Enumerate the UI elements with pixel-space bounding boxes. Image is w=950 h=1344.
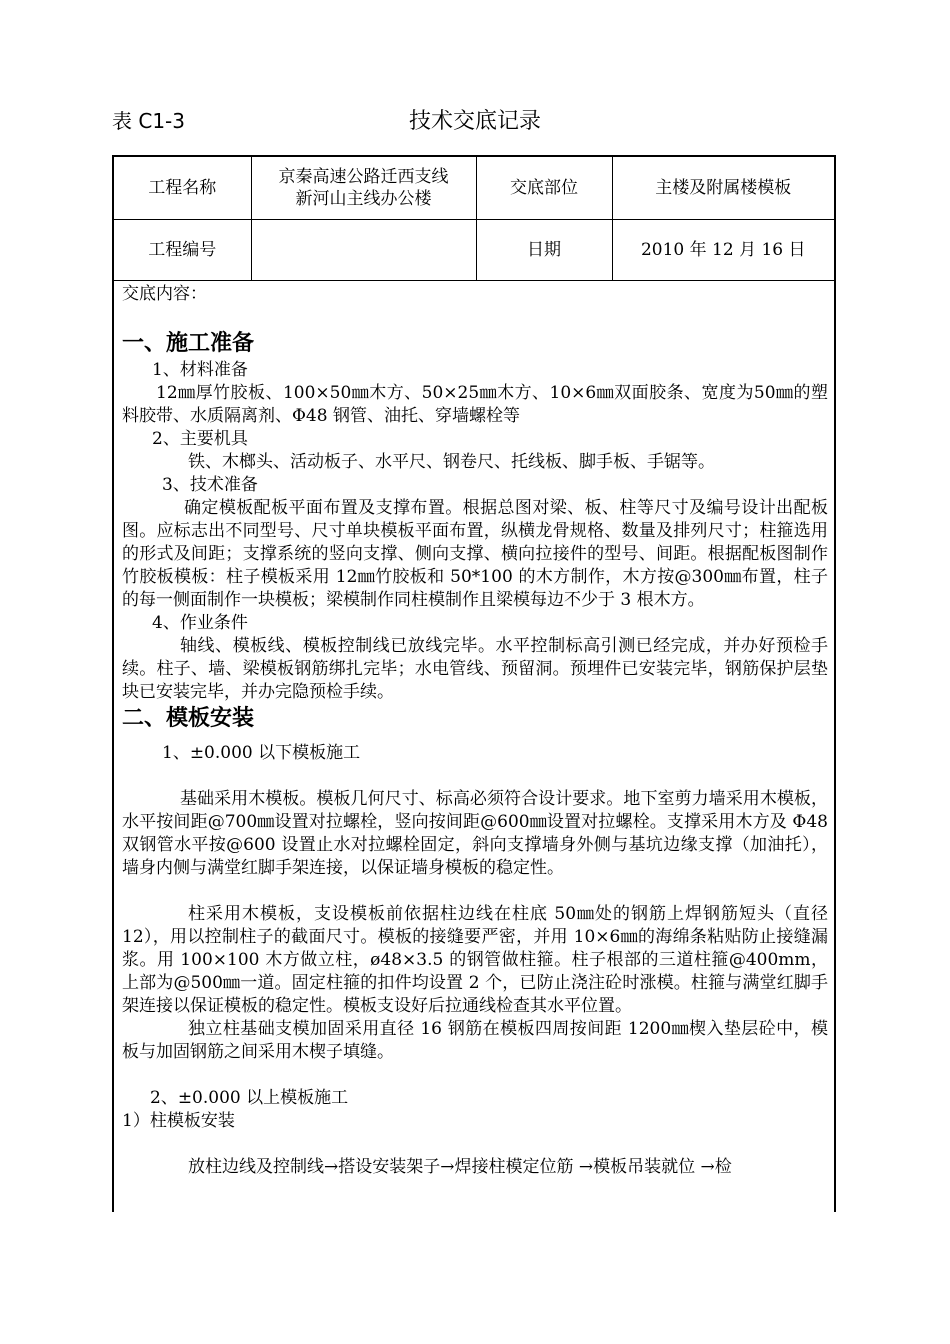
location-value: 主楼及附属楼模板 [612, 157, 834, 219]
project-name-line2: 新河山主线办公楼 [295, 188, 432, 209]
s2-1-para-2: 柱采用木模板，支设模板前依据柱边线在柱底 50㎜处的钢筋上焊钢筋短头（直径 12），用以控制柱子的截面尺寸。模板的接缝要严密，并用 10×6㎜的海绵条粘贴防止接缝漏浆。用 100×100 木方做立柱，ø48×3.5 的钢管做柱箍。柱子根部的三道柱箍@400mm，上部为@500㎜一道。固定柱箍的扣件均设置 2 个，已防止浇注砼时涨模。柱箍与满堂红脚手架连接以保证模板的稳定性。模板支设好后拉通线检查其水平位置。 [122, 904, 828, 1016]
s2-1-title: 1、±0.000 以下模板施工 [162, 743, 361, 763]
content-body [122, 283, 828, 1179]
document-title: 技术交底记录 [408, 109, 541, 134]
date-value: 2010 年 12 月 16 日 [612, 219, 834, 280]
s1-1-text: 12㎜厚竹胶板、100×50㎜木方、50×25㎜木方、10×6㎜双面胶条、宽度为50㎜的塑料胶带、水质隔离剂、Φ48 钢管、油托、穿墙螺栓等 [122, 383, 828, 426]
date-label: 日期 [476, 219, 612, 280]
s2-1-para-3: 独立柱基础支模加固采用直径 16 钢筋在模板四周按间距 1200㎜楔入垫层砼中，模板与加固钢筋之间采用木楔子填缝。 [122, 1019, 828, 1062]
s1-4-title: 4、作业条件 [152, 613, 248, 633]
form-code: 表 C1-3 [112, 109, 185, 133]
s2-2-subtitle: 1）柱模板安装 [122, 1111, 235, 1131]
info-table [114, 157, 834, 281]
project-no-value [251, 219, 476, 280]
s1-1-title: 1、材料准备 [152, 360, 248, 380]
s1-3-title: 3、技术准备 [162, 475, 258, 495]
s1-2-text: 铁、木榔头、活动板子、水平尺、钢卷尺、托线板、脚手板、手锯等。 [188, 452, 715, 472]
s2-2-title: 2、±0.000 以上模板施工 [150, 1088, 349, 1108]
s2-2-flow: 放柱边线及控制线→搭设安装架子→焊接柱模定位筋 →模板吊装就位 →检 [188, 1157, 732, 1177]
section-2-heading: 二、模板安装 [122, 706, 255, 731]
section-1-heading: 一、施工准备 [122, 331, 255, 356]
s1-4-text: 轴线、模板线、模板控制线已放线完毕。水平控制标高引测已经完成，并办好预检手续。柱子、墙、梁模板钢筋绑扎完毕；水电管线、预留洞。预埋件已安装完毕，钢筋保护层垫块已安装完毕，并办完隐预检手续。 [122, 636, 828, 702]
content-intro: 交底内容： [122, 284, 207, 304]
project-name-label: 工程名称 [114, 157, 251, 219]
location-label: 交底部位 [476, 157, 612, 219]
record-frame [112, 155, 836, 1212]
s1-3-text: 确定模板配板平面布置及支撑布置。根据总图对梁、板、柱等尺寸及编号设计出配板图。应标志出不同型号、尺寸单块模板平面布置，纵横龙骨规格、数量及排列尺寸；柱箍选用的形式及间距；支撑系统的竖向支撑、侧向支撑、横向拉接件的型号、间距。根据配板图制作竹胶板模板：柱子模板采用 12㎜竹胶板和 50*100 的木方制作，木方按@300㎜布置，柱子的每一侧面制作一块模板；梁模制作同柱模制作且梁模每边不少于 3 根木方。 [122, 498, 828, 610]
s2-1-para-1: 基础采用木模板。模板几何尺寸、标高必须符合设计要求。地下室剪力墙采用木模板，水平按间距@700㎜设置对拉螺栓，竖向按间距@600㎜设置对拉螺栓。支撑采用木方及 Φ48 双钢管水平按@600 设置止水对拉螺栓固定，斜向支撑墙身外侧与基坑边缘支撑（加油托），墙身内侧与满堂红脚手架连接，以保证墙身模板的稳定性。 [122, 789, 828, 878]
project-name-line1: 京秦高速公路迁西支线 [278, 166, 449, 187]
project-no-label: 工程编号 [114, 219, 251, 280]
project-name-value [251, 157, 476, 219]
s1-2-title: 2、主要机具 [152, 429, 248, 449]
